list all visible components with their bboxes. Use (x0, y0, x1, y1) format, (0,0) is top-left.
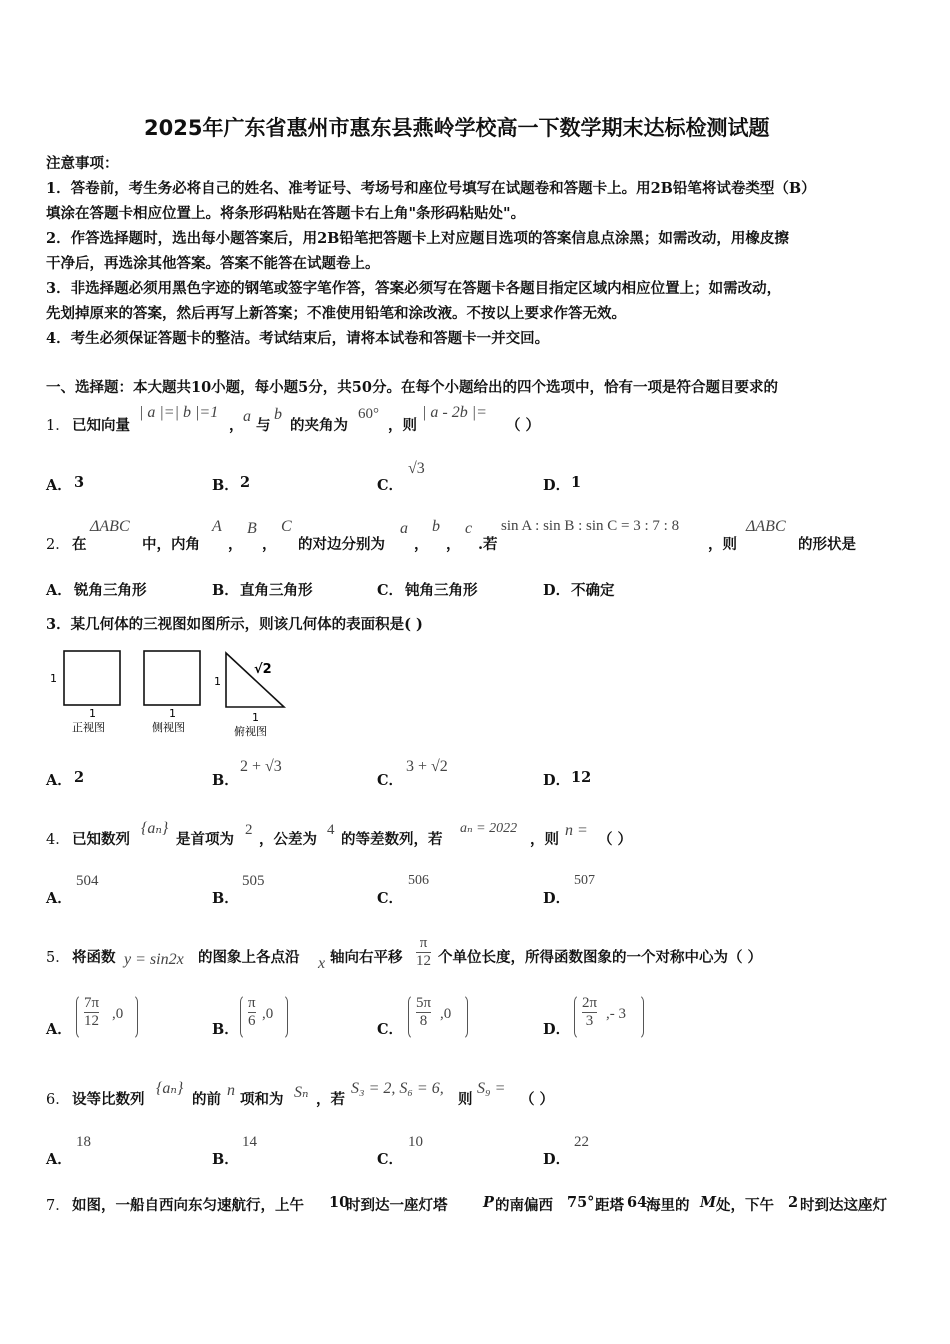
question-number: 5． (46, 950, 70, 966)
math-expr: n = (565, 822, 588, 839)
question-text: .若 (478, 536, 498, 553)
math-expr: | a - 2b |= (422, 404, 487, 421)
emphasis: P (483, 1194, 494, 1211)
option-value: 22 (574, 1134, 589, 1150)
question-text: ，公差为 (259, 831, 317, 848)
math-expr: a (243, 408, 251, 425)
math-expr: B (247, 520, 257, 537)
question-text: 时到达一座灯塔 (346, 1197, 448, 1214)
fraction-numerator: π (419, 935, 428, 951)
fraction (248, 995, 256, 1030)
question-number: 6． (46, 1092, 70, 1108)
math-expr: aₙ = 2022 (460, 821, 518, 836)
math-expr: {aₙ} (156, 1080, 184, 1097)
notice-line: 2．作答选择题时，选出每小题答案后，用2B铅笔把答题卡上对应题目选项的答案信息点涂黑；如需改动，用橡皮擦 (46, 230, 789, 247)
math-expr: 2 (245, 822, 253, 838)
notice-line: 先划掉原来的答案，然后再写上新答案；不准使用铅笔和涂改液。不按以上要求作答无效。 (46, 305, 626, 322)
option-value: √3 (408, 460, 425, 477)
option-label: C． (377, 772, 404, 789)
three-view-figure (44, 645, 304, 745)
option-value: 2 (240, 474, 251, 491)
question-text: 3．某几何体的三视图如图所示，则该几何体的表面积是( ) (46, 616, 423, 633)
emphasis: 2 (788, 1194, 799, 1211)
option-value: 507 (574, 873, 595, 888)
dim-label: √2 (254, 662, 272, 677)
math-expr: 60° (358, 406, 379, 422)
question-text: 处，下午 (716, 1197, 774, 1214)
fraction (582, 995, 597, 1030)
question-text: ，若 (316, 1091, 345, 1108)
option-value: ,0 (440, 1006, 452, 1022)
option-value: 2 + √3 (240, 758, 282, 775)
fraction (84, 995, 99, 1030)
question-text: （ ） (506, 417, 541, 434)
option-label: D． (543, 1021, 571, 1038)
option-label: D． (543, 582, 571, 599)
question-text: 的南偏西 (495, 1197, 553, 1214)
option-value: ,0 (262, 1006, 274, 1022)
question-number: 1． (46, 418, 70, 434)
question-text: ，则 (530, 831, 559, 848)
math-expr: Sₙ (294, 1084, 309, 1101)
emphasis: M (700, 1194, 717, 1211)
question-text: 距塔 (595, 1197, 624, 1214)
question-number: 4． (46, 832, 70, 848)
question-text: 的夹角为 (290, 417, 348, 434)
fraction (416, 995, 431, 1030)
option-label: D． (543, 772, 571, 789)
math-expr: b (274, 406, 282, 423)
dim-label: 1 (252, 711, 259, 724)
option-value: 12 (571, 769, 592, 786)
question-text: 项和为 (240, 1091, 284, 1108)
fraction-numerator: 2π (582, 995, 598, 1011)
option-value: 直角三角形 (240, 582, 313, 599)
option-value: 3 (74, 474, 85, 491)
question-text: 如图，一船自西向东匀速航行，上午 (72, 1197, 304, 1214)
question-text: ， (414, 536, 429, 553)
dim-label: 1 (214, 675, 221, 688)
dim-label: 1 (169, 707, 176, 720)
option-value: 2 (74, 769, 85, 786)
option-value: ,- 3 (606, 1006, 626, 1022)
question-text: 在 (72, 536, 87, 553)
option-label: A． (46, 772, 72, 789)
option-value: 18 (76, 1134, 91, 1150)
option-value: 505 (242, 873, 265, 889)
fraction (416, 935, 431, 970)
side-view-square (144, 651, 200, 705)
emphasis: 64 (627, 1194, 648, 1211)
option-value: 锐角三角形 (74, 582, 147, 599)
question-text: （ ） (598, 831, 633, 848)
fraction-denominator: 8 (419, 1013, 428, 1029)
question-text: 的形状是 (798, 536, 856, 553)
view-caption: 正视图 (72, 721, 105, 734)
option-value: 14 (242, 1134, 257, 1150)
option-label: B． (212, 582, 239, 599)
question-text: ，则 (708, 536, 737, 553)
math-expr: 4 (327, 822, 335, 838)
math-expr: c (465, 520, 473, 537)
question-text: 中，内角 (142, 536, 200, 553)
option-label: C． (377, 477, 404, 494)
question-text: ， (262, 536, 277, 553)
question-text: 个单位长度，所得函数图象的一个对称中心为（ ） (438, 949, 763, 966)
option-value: 3 + √2 (406, 758, 448, 775)
math-expr: sin A : sin B : sin C = 3 : 7 : 8 (501, 518, 680, 534)
notice-line: 1．答卷前，考生务必将自己的姓名、准考证号、考场号和座位号填写在试题卷和答题卡上。用2B铅笔将试卷类型（B） (46, 180, 816, 197)
view-caption: 俯视图 (234, 725, 267, 738)
fraction-denominator: 12 (84, 1013, 100, 1029)
question-text: 与 (256, 417, 271, 434)
notice-line: 3．非选择题必须用黑色字迹的钢笔或签字笔作答，答案必须写在答题卡各题目指定区域内相应位置上；如需改动， (46, 280, 782, 297)
fraction-numerator: 5π (416, 995, 432, 1011)
option-value: 504 (76, 873, 99, 889)
notice-line: 填涂在答题卡相应位置上。将条形码粘贴在答题卡右上角"条形码粘贴处"。 (46, 205, 526, 222)
question-text: 则 (458, 1091, 473, 1108)
math-expr: C (281, 518, 292, 535)
math-expr: A (212, 518, 222, 535)
option-label: D． (543, 1151, 571, 1168)
option-label: C． (377, 1021, 404, 1038)
option-value: ,0 (112, 1006, 124, 1022)
option-value: 不确定 (571, 582, 615, 599)
question-text: 海里的 (646, 1197, 690, 1214)
dim-label: 1 (50, 672, 57, 685)
emphasis: 10 (329, 1194, 350, 1211)
fraction-denominator: 3 (585, 1013, 594, 1029)
option-value: 1 (571, 474, 582, 491)
front-view-square (64, 651, 120, 705)
option-label: A． (46, 1021, 72, 1038)
option-value: 钝角三角形 (405, 582, 478, 599)
math-expr: n (227, 1082, 235, 1099)
math-expr: S₃ = 2, S₆ = 6, (351, 1080, 444, 1097)
fraction-denominator: 12 (416, 953, 431, 969)
question-text: 将函数 (72, 949, 116, 966)
page-title: 2025年广东省惠州市惠东县燕岭学校高一下数学期末达标检测试题 (144, 116, 770, 140)
notice-heading: 注意事项： (46, 155, 119, 172)
fraction-numerator: π (248, 995, 256, 1011)
question-number: 7． (46, 1198, 70, 1214)
dim-label: 1 (89, 707, 96, 720)
option-label: A． (46, 890, 72, 907)
math-expr: b (432, 518, 440, 535)
option-label: A． (46, 1151, 72, 1168)
option-label: B． (212, 890, 239, 907)
question-text: 的图象上各点沿 (198, 949, 300, 966)
option-label: C． (377, 582, 404, 599)
question-text: ， (229, 417, 244, 434)
question-text: 的等差数列，若 (341, 831, 443, 848)
question-text: ， (228, 536, 243, 553)
question-text: 已知向量 (72, 417, 130, 434)
math-expr: S₉ = (477, 1080, 506, 1097)
fraction-denominator: 6 (248, 1013, 256, 1029)
notice-line: 干净后，再选涂其他答案。答案不能答在试题卷上。 (46, 255, 380, 272)
section-heading: 一、选择题：本大题共10小题，每小题5分，共50分。在每个小题给出的四个选项中，恰有一项是符合题目要求的 (46, 379, 778, 396)
option-value: 506 (408, 873, 429, 888)
option-label: A． (46, 477, 72, 494)
question-text: 的前 (192, 1091, 221, 1108)
fraction-numerator: 7π (84, 995, 100, 1011)
question-text: （ ） (520, 1091, 555, 1108)
option-label: B． (212, 477, 239, 494)
notice-line: 4．考生必须保证答题卡的整洁。考试结束后，请将本试卷和答题卡一并交回。 (46, 330, 550, 347)
math-expr: {aₙ} (141, 820, 169, 837)
option-label: D． (543, 890, 571, 907)
math-expr: ΔABC (90, 518, 130, 535)
question-text: 轴向右平移 (330, 949, 403, 966)
option-label: C． (377, 890, 404, 907)
question-text: 已知数列 (72, 831, 130, 848)
view-caption: 侧视图 (152, 721, 185, 734)
math-expr: | a |=| b |=1 (139, 404, 219, 421)
question-text: ，则 (388, 417, 417, 434)
option-label: C． (377, 1151, 404, 1168)
question-text: 的对边分别为 (298, 536, 385, 553)
option-label: B． (212, 1151, 239, 1168)
math-expr: x (318, 955, 326, 972)
option-value: 10 (408, 1134, 423, 1150)
emphasis: 75° (567, 1194, 595, 1211)
question-text: 时到达这座灯 (800, 1197, 887, 1214)
math-expr: ΔABC (746, 518, 786, 535)
question-text: 设等比数列 (72, 1091, 145, 1108)
math-expr: a (400, 520, 408, 537)
math-expr: y = sin2x (124, 951, 184, 968)
option-label: D． (543, 477, 571, 494)
question-text: ， (446, 536, 461, 553)
option-label: B． (212, 1021, 239, 1038)
question-number: 2． (46, 537, 70, 553)
option-label: B． (212, 772, 239, 789)
option-label: A． (46, 582, 72, 599)
question-text: 是首项为 (176, 831, 234, 848)
